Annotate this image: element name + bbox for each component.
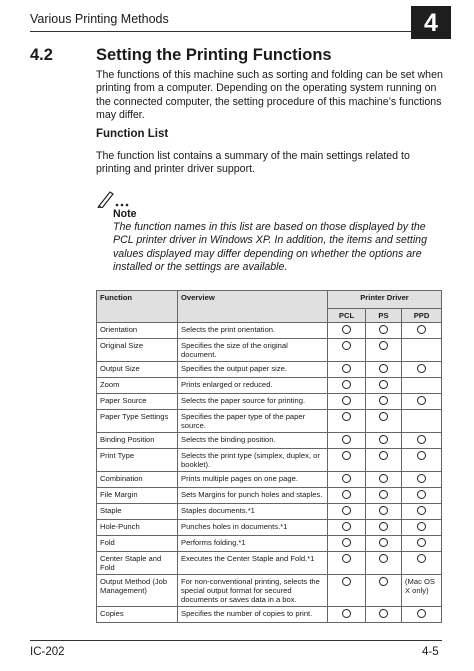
pencil-note-icon: [96, 188, 136, 208]
table-row: [97, 433, 442, 449]
ps-support-cell: [366, 575, 402, 607]
overview-cell: For non-conventional printing, selects the special output format for secured documents or saves data in a box.: [178, 575, 328, 607]
function-cell: Copies: [97, 607, 178, 623]
ps-support-cell: [366, 520, 402, 536]
ps-support-cell: [366, 449, 402, 472]
function-cell: Orientation: [97, 323, 178, 339]
supported-circle-icon: [417, 554, 426, 563]
supported-circle-icon: [379, 522, 388, 531]
table-row: [97, 472, 442, 488]
function-cell: Center Staple and Fold: [97, 552, 178, 575]
supported-circle-icon: [417, 435, 426, 444]
note-text: The function names in this list are based on those displayed by the PCL printer driver in Windows XP. In addition, the items and setting values displayed may differ depending on whether the options are installed or the settings are available.: [113, 221, 427, 273]
table-row: [97, 607, 442, 623]
col-header-ppd: PPD: [402, 309, 442, 323]
pcl-support-cell: [328, 520, 366, 536]
supported-circle-icon: [379, 396, 388, 405]
function-cell: Paper Source: [97, 394, 178, 410]
col-header-pcl: PCL: [328, 309, 366, 323]
overview-cell: Specifies the paper type of the paper source.: [178, 410, 328, 433]
supported-circle-icon: [342, 554, 351, 563]
overview-cell: Punches holes in documents.*1: [178, 520, 328, 536]
supported-circle-icon: [342, 577, 351, 586]
ppd-support-cell: [402, 378, 442, 394]
ps-support-cell: [366, 394, 402, 410]
supported-circle-icon: [417, 325, 426, 334]
table-row: [97, 378, 442, 394]
function-cell: Output Size: [97, 362, 178, 378]
col-header-function: Function: [97, 291, 178, 323]
function-list-paragraph: The function list contains a summary of the main settings related to printing and printer driver support.: [96, 150, 410, 176]
overview-cell: Executes the Center Staple and Fold.*1: [178, 552, 328, 575]
supported-circle-icon: [342, 506, 351, 515]
ppd-support-cell: [402, 339, 442, 362]
function-cell: Combination: [97, 472, 178, 488]
ps-support-cell: [366, 488, 402, 504]
function-cell: Print Type: [97, 449, 178, 472]
supported-circle-icon: [417, 451, 426, 460]
running-header-title: Various Printing Methods: [30, 12, 169, 26]
overview-cell: Prints enlarged or reduced.: [178, 378, 328, 394]
supported-circle-icon: [342, 474, 351, 483]
ps-support-cell: [366, 607, 402, 623]
supported-circle-icon: [417, 474, 426, 483]
note-label: Note: [113, 208, 137, 220]
table-row: [97, 504, 442, 520]
function-cell: Binding Position: [97, 433, 178, 449]
footer-page-number: 4-5: [422, 646, 439, 658]
table-row: [97, 536, 442, 552]
supported-circle-icon: [379, 474, 388, 483]
overview-cell: Prints multiple pages on one page.: [178, 472, 328, 488]
overview-cell: Selects the paper source for printing.: [178, 394, 328, 410]
section-title: Setting the Printing Functions: [96, 46, 332, 64]
ppd-support-cell: [402, 449, 442, 472]
pcl-support-cell: [328, 362, 366, 378]
supported-circle-icon: [379, 506, 388, 515]
table-row: [97, 488, 442, 504]
supported-circle-icon: [379, 554, 388, 563]
supported-circle-icon: [342, 341, 351, 350]
function-cell: Original Size: [97, 339, 178, 362]
ps-support-cell: [366, 339, 402, 362]
pcl-support-cell: [328, 472, 366, 488]
function-cell: Zoom: [97, 378, 178, 394]
ppd-support-cell: [402, 433, 442, 449]
function-list-heading: Function List: [96, 128, 169, 140]
ps-support-cell: [366, 433, 402, 449]
ps-support-cell: [366, 323, 402, 339]
table-row: [97, 323, 442, 339]
function-cell: Output Method (Job Management): [97, 575, 178, 607]
supported-circle-icon: [379, 490, 388, 499]
pcl-support-cell: [328, 433, 366, 449]
pcl-support-cell: [328, 378, 366, 394]
supported-circle-icon: [342, 380, 351, 389]
ppd-support-cell: [402, 504, 442, 520]
table-row: [97, 394, 442, 410]
supported-circle-icon: [342, 364, 351, 373]
pcl-support-cell: [328, 488, 366, 504]
pcl-support-cell: [328, 449, 366, 472]
table-row: [97, 339, 442, 362]
pcl-support-cell: [328, 607, 366, 623]
pcl-support-cell: [328, 394, 366, 410]
supported-circle-icon: [379, 451, 388, 460]
pcl-support-cell: [328, 504, 366, 520]
ps-support-cell: [366, 552, 402, 575]
supported-circle-icon: [417, 490, 426, 499]
pcl-support-cell: [328, 536, 366, 552]
supported-circle-icon: [342, 396, 351, 405]
ps-support-cell: [366, 536, 402, 552]
overview-cell: Selects the print type (simplex, duplex, or booklet).: [178, 449, 328, 472]
col-header-printer-driver: Printer Driver: [328, 291, 442, 309]
ps-support-cell: [366, 362, 402, 378]
overview-cell: Selects the binding position.: [178, 433, 328, 449]
supported-circle-icon: [379, 341, 388, 350]
ppd-support-cell: (Mac OS X only): [402, 575, 442, 607]
supported-circle-icon: [417, 364, 426, 373]
ppd-support-cell: [402, 607, 442, 623]
header-divider: [30, 31, 412, 32]
overview-cell: Selects the print orientation.: [178, 323, 328, 339]
overview-cell: Staples documents.*1: [178, 504, 328, 520]
col-header-ps: PS: [366, 309, 402, 323]
function-cell: Paper Type Settings: [97, 410, 178, 433]
supported-circle-icon: [342, 451, 351, 460]
function-cell: Fold: [97, 536, 178, 552]
ps-support-cell: [366, 378, 402, 394]
table-row: [97, 520, 442, 536]
intro-paragraph: The functions of this machine such as sorting and folding can be set when printing from a computer. Depending on the operating system running on the connected computer, the setting procedure of this machine’s functions may differ.: [96, 69, 443, 122]
function-cell: File Margin: [97, 488, 178, 504]
overview-cell: Specifies the number of copies to print.: [178, 607, 328, 623]
table-row: [97, 575, 442, 607]
footer-divider: [30, 640, 442, 641]
function-cell: Staple: [97, 504, 178, 520]
supported-circle-icon: [379, 325, 388, 334]
ppd-support-cell: [402, 410, 442, 433]
overview-cell: Performs folding.*1: [178, 536, 328, 552]
function-cell: Hole-Punch: [97, 520, 178, 536]
supported-circle-icon: [379, 435, 388, 444]
supported-circle-icon: [417, 522, 426, 531]
supported-circle-icon: [342, 412, 351, 421]
supported-circle-icon: [342, 609, 351, 618]
ps-support-cell: [366, 472, 402, 488]
function-table: [96, 290, 442, 623]
supported-circle-icon: [379, 364, 388, 373]
chapter-number-tab: 4: [411, 6, 451, 39]
overview-cell: Specifies the size of the original document.: [178, 339, 328, 362]
overview-cell: Sets Margins for punch holes and staples.: [178, 488, 328, 504]
ps-support-cell: [366, 410, 402, 433]
pcl-support-cell: [328, 410, 366, 433]
supported-circle-icon: [417, 396, 426, 405]
ppd-support-cell: [402, 472, 442, 488]
supported-circle-icon: [417, 609, 426, 618]
table-row: [97, 362, 442, 378]
supported-circle-icon: [342, 538, 351, 547]
overview-cell: Specifies the output paper size.: [178, 362, 328, 378]
pcl-support-cell: [328, 575, 366, 607]
supported-circle-icon: [379, 380, 388, 389]
ppd-support-cell: [402, 394, 442, 410]
ppd-support-cell: [402, 362, 442, 378]
supported-circle-icon: [379, 577, 388, 586]
supported-circle-icon: [417, 506, 426, 515]
supported-circle-icon: [379, 609, 388, 618]
supported-circle-icon: [342, 325, 351, 334]
ps-support-cell: [366, 504, 402, 520]
supported-circle-icon: [342, 435, 351, 444]
ppd-support-cell: [402, 536, 442, 552]
pcl-support-cell: [328, 323, 366, 339]
pcl-support-cell: [328, 552, 366, 575]
supported-circle-icon: [417, 538, 426, 547]
supported-circle-icon: [342, 490, 351, 499]
ppd-support-cell: [402, 552, 442, 575]
ppd-support-cell: [402, 520, 442, 536]
ppd-support-cell: [402, 323, 442, 339]
footer-model: IC-202: [30, 646, 65, 658]
col-header-overview: Overview: [178, 291, 328, 323]
supported-circle-icon: [342, 522, 351, 531]
supported-circle-icon: [379, 412, 388, 421]
section-number: 4.2: [30, 46, 53, 64]
ppd-support-cell: [402, 488, 442, 504]
table-row: [97, 552, 442, 575]
table-row: [97, 449, 442, 472]
table-row: [97, 410, 442, 433]
supported-circle-icon: [379, 538, 388, 547]
pcl-support-cell: [328, 339, 366, 362]
